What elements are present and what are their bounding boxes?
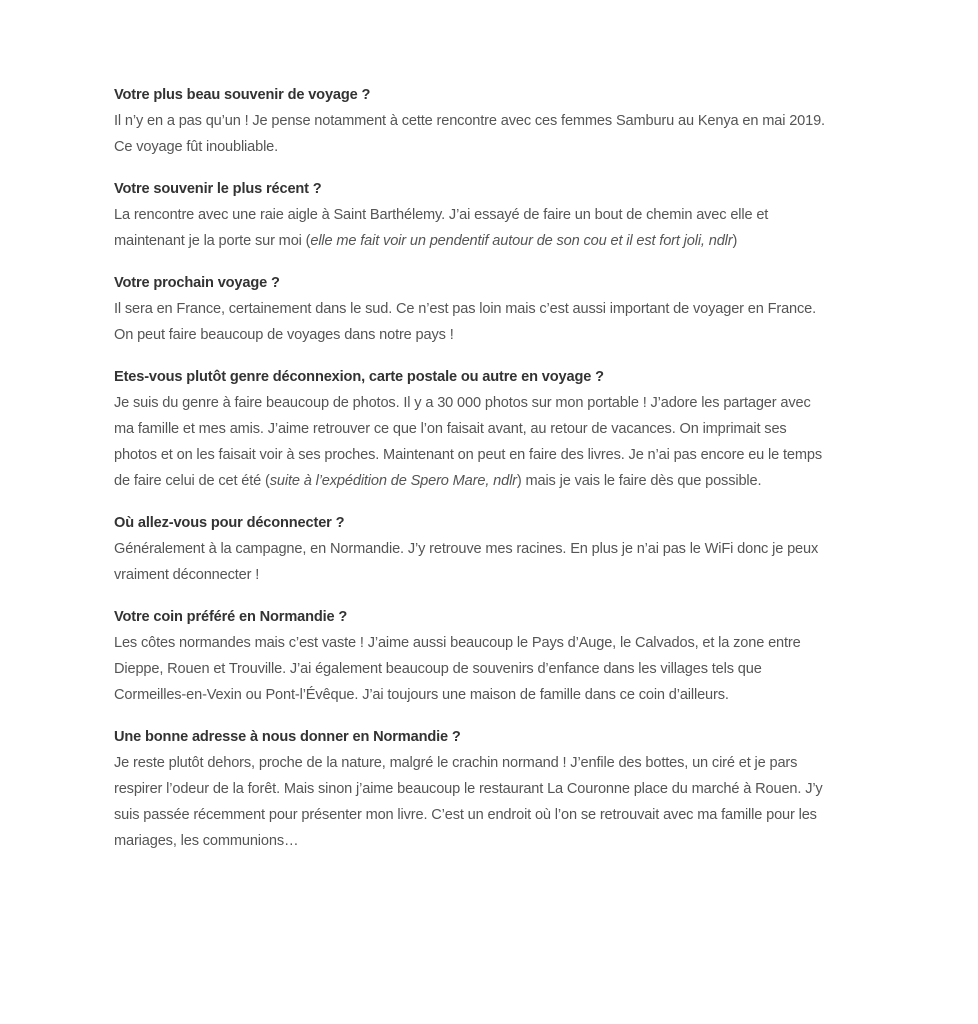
- answer-text: ): [732, 233, 738, 249]
- answer-text: Je reste plutôt dehors, proche de la nature, malgré le crachin normand ! J’enfile des bottes, un ciré et je pars respirer l’odeur de la forêt. Mais sinon j’aime beaucoup le restaurant La Couronne place du marché à Rouen. J’y suis passée récemment pour présenter mon livre. C’est un endroit où l’on se retrouvait avec ma famille pour les mariages, les communions…: [114, 755, 823, 849]
- question-heading: Votre souvenir le plus récent ?: [114, 181, 322, 197]
- qa-block: [114, 510, 830, 588]
- editor-note: suite à l’expédition de Spero Mare, ndlr: [269, 473, 517, 489]
- answer-text: Je suis du genre à faire beaucoup de photos. Il y a 30 000 photos sur mon portable ! J’adore les partager avec ma famille et mes amis. J’aime retrouver ce que l’on faisait avant, au retour de vacances. On imprimait ses photos et on les faisait voir à ses proches. Maintenant on peut en faire des livres. Je n’ai pas encore eu le temps de faire celui de cet été (: [114, 395, 822, 489]
- answer-paragraph: [114, 296, 830, 348]
- question-heading: Votre plus beau souvenir de voyage ?: [114, 87, 371, 103]
- qa-block: [114, 724, 830, 854]
- qa-block: [114, 604, 830, 708]
- answer-text: Les côtes normandes mais c’est vaste ! J’aime aussi beaucoup le Pays d’Auge, le Calvados, et la zone entre Dieppe, Rouen et Trouville. J’ai également beaucoup de souvenirs d’enfance dans les villages tels que Cormeilles-en-Vexin ou Pont-l’Évêque. J’ai toujours une maison de famille dans ce coin d’ailleurs.: [114, 635, 801, 703]
- question-heading: Une bonne adresse à nous donner en Normandie ?: [114, 729, 461, 745]
- answer-paragraph: [114, 750, 830, 854]
- answer-text: Généralement à la campagne, en Normandie. J’y retrouve mes racines. En plus je n’ai pas le WiFi donc je peux vraiment déconnecter !: [114, 541, 819, 583]
- answer-paragraph: [114, 536, 830, 588]
- question-heading: Où allez-vous pour déconnecter ?: [114, 515, 345, 531]
- answer-paragraph: [114, 390, 830, 494]
- answer-paragraph: [114, 202, 830, 254]
- question-heading: Votre coin préféré en Normandie ?: [114, 609, 348, 625]
- interview-article: [114, 82, 830, 870]
- answer-text: Il sera en France, certainement dans le sud. Ce n’est pas loin mais c’est aussi important de voyager en France. On peut faire beaucoup de voyages dans notre pays !: [114, 301, 817, 343]
- qa-block: [114, 82, 830, 160]
- answer-text: Il n’y en a pas qu’un ! Je pense notamment à cette rencontre avec ces femmes Samburu au Kenya en mai 2019. Ce voyage fût inoubliable.: [114, 113, 825, 155]
- editor-note: elle me fait voir un pendentif autour de son cou et il est fort joli, ndlr: [310, 233, 733, 249]
- qa-block: [114, 364, 830, 494]
- question-heading: Votre prochain voyage ?: [114, 275, 280, 291]
- question-heading: Etes-vous plutôt genre déconnexion, carte postale ou autre en voyage ?: [114, 369, 604, 385]
- answer-paragraph: [114, 630, 830, 708]
- answer-text: La rencontre avec une raie aigle à Saint Barthélemy. J’ai essayé de faire un bout de chemin avec elle et maintenant je la porte sur moi (: [114, 207, 769, 249]
- qa-block: [114, 176, 830, 254]
- qa-block: [114, 270, 830, 348]
- answer-text: ) mais je vais le faire dès que possible.: [516, 473, 762, 489]
- answer-paragraph: [114, 108, 830, 160]
